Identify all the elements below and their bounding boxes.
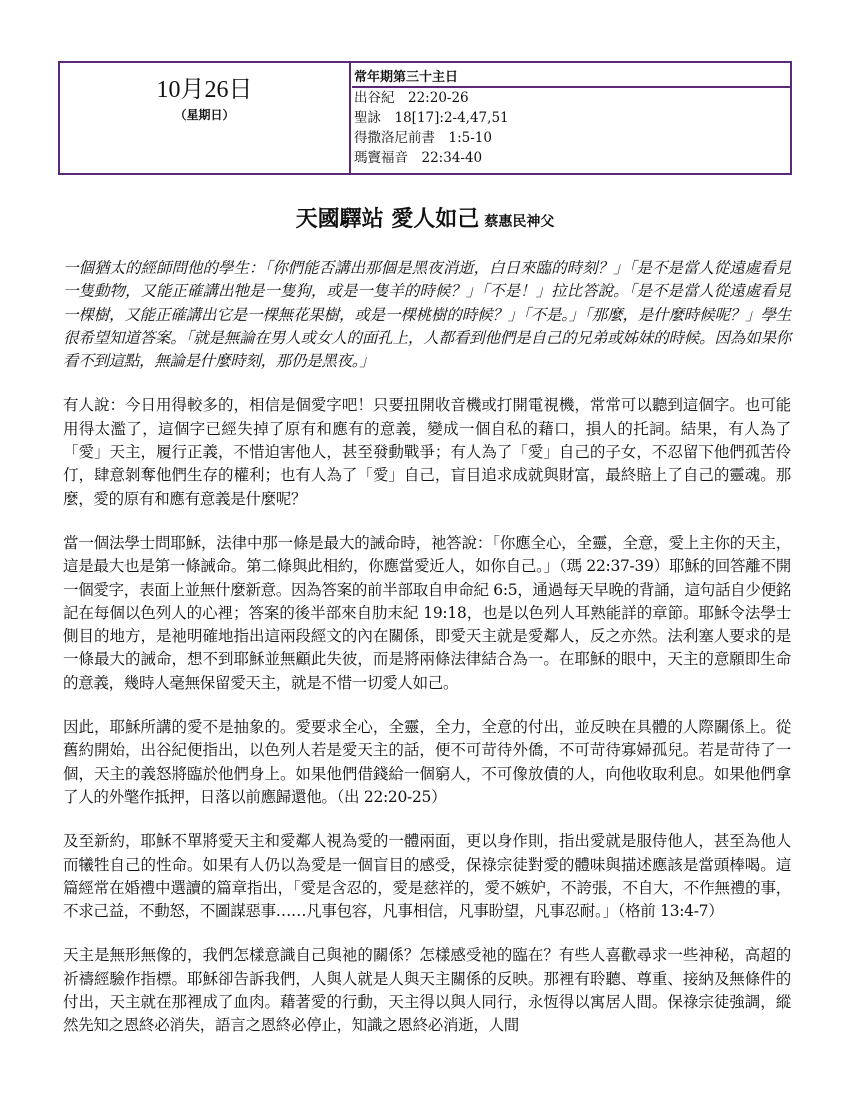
paragraph-4: 因此，耶穌所講的愛不是抽象的。愛要求全心，全靈，全力，全意的付出，並反映在具體的人際關係上。從舊約開始，出谷紀便指出，以色列人若是愛天主的話，便不可苛待外僑，不可苛待寡婦孤兒。若是苛待了一個，天主的義怒將臨於他們身上。如果他們借錢給一個窮人，不可像放債的人，向他收取利息。如果他們拿了人的外氅作抵押，日落以前應歸還他。（出 22:20-25）: [63, 718, 791, 806]
liturgy-header: [58, 61, 792, 175]
paragraph-1: 一個猶太的經師問他的學生：「你們能否講出那個是黑夜消逝，白日來臨的時刻？」「是不是當人從遠處看見一隻動物，又能正確講出牠是一隻狗，或是一隻羊的時候？」「不是！」拉比答說。「是不是當人從遠處看見一棵樹，又能正確講出它是一棵無花果樹，或是一棵桃樹的時候？」「不是。」「那麼，是什麼時候呢？」學生很希望知道答案。「就是無論在男人或女人的面孔上，人都看到他們是自己的兄弟或姊妹的時候。因為如果你看不到這點，無論是什麼時刻，那仍是黑夜。」: [63, 259, 791, 371]
date-cell: [60, 63, 351, 173]
paragraph-3: 當一個法學士問耶穌，法律中那一條是最大的誡命時，祂答說：「你應全心，全靈，全意，愛上主你的天主，這是最大也是第一條誡命。第二條與此相約，你應當愛近人，如你自己。」（瑪 22:37-39）耶穌的回答離不開一個愛字，表面上並無什麼新意。因為答案的前半部取自申命紀 6:5，通過每天早晚的背誦，這句話自少便銘記在每個以色列人的心裡；答案的後半部來自肋末紀 19:18，也是以色列人耳熟能詳的章節。耶穌令法學士側目的地方，是祂明確地指出這兩段經文的內在關係，即愛天主就是愛鄰人，反之亦然。法利塞人要求的是一條最大的誡命，想不到耶穌並無顧此失彼，而是將兩條法律結合為一。在耶穌的眼中，天主的意願即生命的意義，幾時人毫無保留愛天主，就是不惜一切愛人如己。: [63, 533, 791, 692]
paragraph-2: 有人說：今日用得較多的，相信是個愛字吧！只要扭開收音機或打開電視機，常常可以聽到這個字。也可能用得太濫了，這個字已經失掉了原有和應有的意義，變成一個自私的藉口，損人的托詞。結果，有人為了「愛」天主，履行正義，不惜迫害他人，甚至發動戰爭；有人為了「愛」自己的子女，不忍留下他們孤苦伶仃，肆意剝奪他們生存的權利；也有人為了「愛」自己，盲目追求成就與財富，最終賠上了自己的靈魂。那麼，愛的原有和應有意義是什麼呢？: [63, 396, 791, 508]
paragraph-6: 天主是無形無像的，我們怎樣意識自己與祂的關係？怎樣感受祂的臨在？有些人喜歡尋求一些神秘，高超的祈禱經驗作指標。耶穌卻告訴我們，人與人就是人與天主關係的反映。那裡有聆聽、尊重、接納及無條件的付出，天主就在那裡成了血肉。藉著愛的行動，天主得以與人同行，永恆得以寓居人間。保祿宗徒強調，縱然先知之恩終必消失，語言之恩終必停止，知識之恩終必消逝，人間: [63, 946, 791, 1035]
sunday-name: 常年期第三十主日: [352, 63, 790, 88]
reading-first: 出谷紀 22:20-26: [354, 90, 469, 106]
article-heading: [0, 202, 850, 233]
article-title: 天國驛站 愛人如己: [295, 207, 480, 232]
readings-cell: [352, 63, 790, 173]
reading-psalm: 聖詠 18[17]:2-4,47,51: [354, 110, 509, 126]
reading-second: 得撒洛尼前書 1:5-10: [354, 130, 492, 146]
reading-gospel: 瑪竇福音 22:34-40: [354, 150, 483, 166]
weekday: （星期日）: [174, 108, 235, 122]
article-author: 蔡惠民神父: [484, 214, 555, 230]
date: 10月26日: [156, 77, 253, 103]
article-body: [63, 257, 791, 1059]
paragraph-5: 及至新約，耶穌不單將愛天主和愛鄰人視為愛的一體兩面，更以身作則，指出愛就是服侍他人，甚至為他人而犧牲自己的性命。如果有人仍以為愛是一個盲目的感受，保祿宗徒對愛的體味與描述應該是當頭棒喝。這篇經常在婚禮中選讀的篇章指出，「愛是含忍的，愛是慈祥的，愛不嫉妒，不誇張，不自大，不作無禮的事，不求己益，不動怒，不圖謀惡事……凡事包容，凡事相信，凡事盼望，凡事忍耐。」（格前 13:4-7）: [63, 832, 791, 921]
